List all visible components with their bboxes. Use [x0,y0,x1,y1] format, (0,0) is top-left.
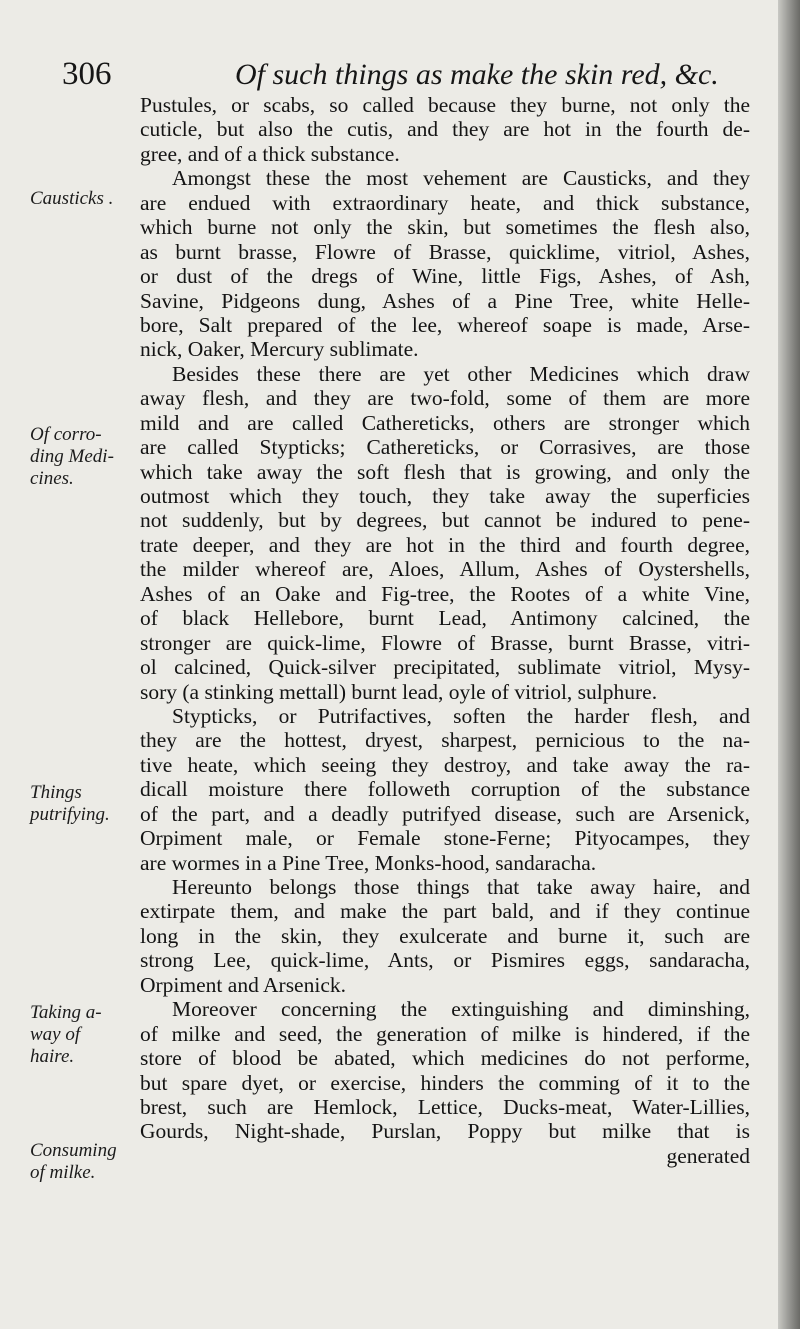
text-line: Amongst these the most vehement are Causticks, and they [172,166,750,191]
text-line: are wormes in a Pine Tree, Monks-hood, sandaracha. [140,850,597,875]
text-line: Ashes of an Oake and Fig-tree, the Rootes of a white Vine, [140,581,750,606]
margin-note-line: haire. [30,1046,75,1067]
text-line: store of blood be abated, which medicines do not performe, [140,1046,750,1071]
text-line: of the part, and a deadly putrifyed disease, such are Arsenick, [140,801,750,826]
page-gutter-shadow [778,0,800,1329]
running-head [60,52,760,96]
margin-note-line: Causticks . [30,188,114,209]
text-line: Savine, Pidgeons dung, Ashes of a Pine Tree, white Helle- [140,288,750,313]
text-line: away flesh, and they are two-fold, some of them are more [140,386,750,411]
text-line: long in the skin, they exulcerate and burne it, such are [140,923,750,948]
text-line: mild and are called Cathereticks, others are stronger which [140,410,750,435]
text-line: Moreover concerning the extinguishing and diminshing, [172,997,750,1022]
text-line: Hereunto belongs those things that take away haire, and [172,875,750,899]
text-line: as burnt brasse, Flowre of Brasse, quicklime, vitriol, Ashes, [140,239,750,264]
text-line: cuticle, but also the cutis, and they are hot in the fourth de- [140,117,750,142]
text-line: outmost which they touch, they take away the superficies [140,484,750,508]
text-line: stronger are quick-lime, Flowre of Brasse, burnt Brasse, vitri- [140,630,750,655]
text-line: Orpiment male, or Female stone-Ferne; Pityocampes, they [140,826,750,851]
text-line: of milke and seed, the generation of milke is hindered, if the [140,1021,750,1046]
margin-note-taking-away-haire [30,1002,102,1068]
text-line: they are the hottest, dryest, sharpest, pernicious to the na- [140,728,750,753]
text-line: nick, Oaker, Mercury sublimate. [140,337,419,362]
margin-note-things-putrifying [30,782,110,826]
text-line: not suddenly, but by degrees, but cannot be indured to pene- [140,508,750,533]
text-line: Stypticks, or Putrifactives, soften the harder flesh, and [172,703,750,728]
text-line: which take away the soft flesh that is growing, and only the [140,459,750,484]
margin-note-line: Consuming [30,1140,117,1161]
body-text [140,93,750,1168]
running-title: Of such things as make the skin red, &c. [235,58,719,91]
text-line: tive heate, which seeing they destroy, and take away the ra- [140,752,750,777]
text-line: bore, Salt prepared of the lee, whereof soape is made, Arse- [140,312,750,337]
text-line: trate deeper, and they are hot in the third and fourth degree, [140,532,750,557]
text-line: Besides these there are yet other Medicines which draw [172,361,750,386]
text-line: ol calcined, Quick-silver precipitated, sublimate vitriol, Mysy- [140,655,750,680]
margin-note-line: Of corro- [30,424,102,445]
catchword: generated [666,1143,750,1168]
page-number: 306 [62,56,112,92]
text-line: Pustules, or scabs, so called because they burne, not only the [140,93,750,117]
text-line: brest, such are Hemlock, Lettice, Ducks-meat, Water-Lillies, [140,1094,750,1119]
margin-note-line: putrifying. [30,804,110,825]
margin-note-causticks [30,188,113,210]
text-line: are endued with extraordinary heate, and thick substance, [140,190,750,215]
text-line: of black Hellebore, burnt Lead, Antimony calcined, the [140,606,750,631]
text-line: Gourds, Night-shade, Purslan, Poppy but milke that is [140,1119,750,1144]
margin-note-line: ding Medi- [30,446,114,467]
margin-note-line: Things [30,782,82,803]
text-line: dicall moisture there followeth corruption of the substance [140,777,750,802]
text-line: the milder whereof are, Aloes, Allum, Ashes of Oystershells, [140,557,750,582]
text-line: strong Lee, quick-lime, Ants, or Pismires eggs, sandaracha, [140,948,750,973]
margin-note-line: of milke. [30,1162,96,1183]
text-line: or dust of the dregs of Wine, little Figs, Ashes, of Ash, [140,264,750,289]
text-line: extirpate them, and make the part bald, and if they continue [140,899,750,924]
text-line: but spare dyet, or exercise, hinders the comming of it to the [140,1070,750,1095]
text-line: which burne not only the skin, but sometimes the flesh also, [140,215,750,240]
margin-note-line: cines. [30,468,74,489]
text-line: sory (a stinking mettall) burnt lead, oyle of vitriol, sulphure. [140,679,658,704]
margin-note-line: Taking a- [30,1002,102,1023]
margin-note-line: way of [30,1024,81,1045]
text-line: Orpiment and Arsenick. [140,972,346,997]
text-line: gree, and of a thick substance. [140,141,400,166]
margin-note-corroding-medicines [30,424,114,490]
text-line: are called Stypticks; Cathereticks, or Corrasives, are those [140,435,750,460]
margin-note-consuming-of-milke [30,1140,117,1184]
